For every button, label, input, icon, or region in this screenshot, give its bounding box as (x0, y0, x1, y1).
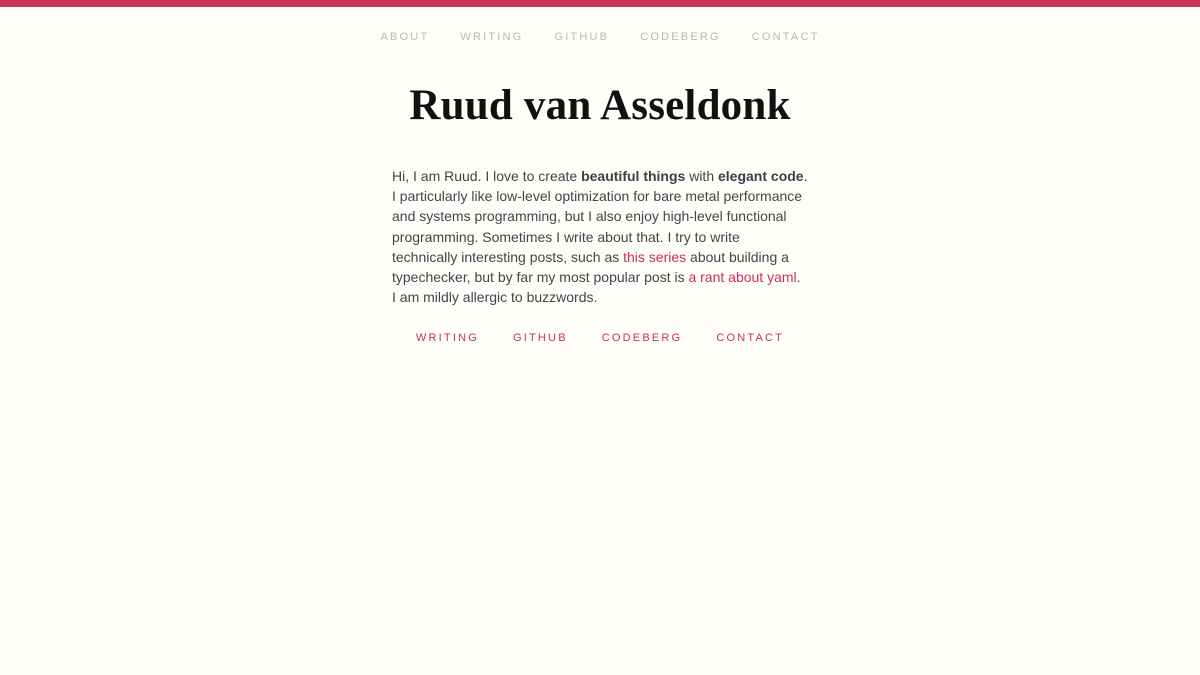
bottom-nav-link-github[interactable]: GITHUB (512, 332, 568, 344)
yaml-rant-link[interactable]: a rant about yaml (688, 269, 797, 286)
intro-bold-elegant-code: elegant code (718, 168, 804, 184)
nav-link-contact[interactable]: CONTACT (751, 31, 820, 43)
top-navigation (0, 31, 1200, 43)
intro-text-part2: with (685, 168, 718, 184)
intro-text-part3: . I particularly like low-level optimization for bare metal performance and systems programming, but I also enjoy high-level functional programming. Sometimes I write about that. I try to write technically interesting posts, such as (392, 168, 808, 265)
intro-bold-beautiful-things: beautiful things (581, 168, 686, 184)
intro-paragraph (392, 166, 808, 307)
bottom-nav-link-codeberg[interactable]: CODEBERG (601, 332, 683, 344)
bottom-nav-link-writing[interactable]: WRITING (415, 332, 479, 344)
intro-text-part1: Hi, I am Ruud. I love to create (392, 168, 582, 184)
intro-text-part5: . I am mildly allergic to buzzwords. (392, 269, 801, 306)
page-title: Ruud van Asseldonk (409, 82, 791, 129)
intro-text-part4: about building a typechecker, but by far my most popular post is (392, 248, 789, 286)
bottom-navigation (0, 332, 1200, 344)
nav-link-writing[interactable]: WRITING (460, 31, 524, 43)
nav-link-about[interactable]: ABOUT (380, 31, 430, 43)
nav-link-github[interactable]: GITHUB (554, 31, 610, 43)
bottom-nav-link-contact[interactable]: CONTACT (716, 332, 785, 344)
this-series-link[interactable]: this series (623, 248, 687, 265)
nav-link-codeberg[interactable]: CODEBERG (640, 31, 721, 43)
top-accent-bar (0, 0, 1200, 7)
